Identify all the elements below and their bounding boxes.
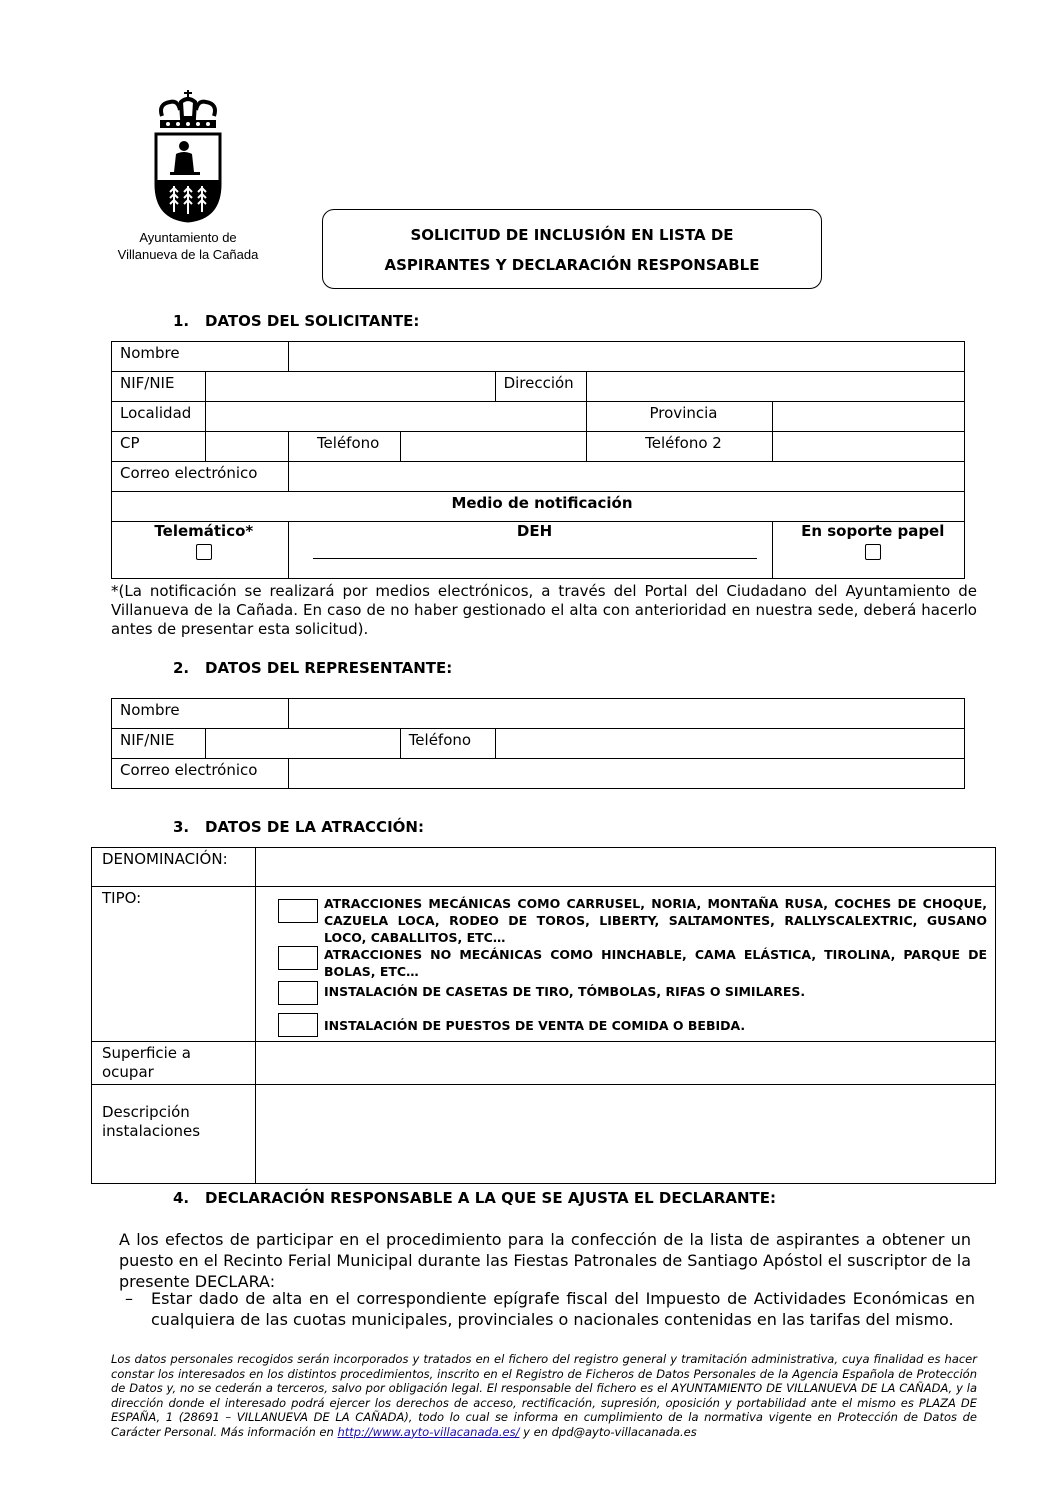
input-rep-correo[interactable] — [288, 759, 964, 789]
label-telefono2: Teléfono 2 — [586, 432, 773, 462]
input-superficie[interactable] — [255, 1042, 995, 1085]
input-localidad[interactable] — [205, 402, 586, 432]
label-direccion: Dirección — [495, 372, 586, 402]
checkbox-comida[interactable] — [278, 1013, 318, 1037]
attraction-table — [91, 847, 996, 1184]
label-telematico: Telemático* — [154, 522, 254, 540]
input-provincia[interactable] — [773, 402, 965, 432]
tipo-option-casetas — [278, 983, 987, 1000]
representative-table — [111, 698, 965, 789]
declaration-intro: A los efectos de participar en el procedimiento para la confección de la lista de aspirantes a obtener un puesto en el Recinto Ferial Municipal durante las Fiestas Patronales de Santiago Apóstol el suscriptor de la presente DECLARA: — [119, 1230, 971, 1291]
option-papel — [773, 522, 965, 579]
section-4-heading — [173, 1189, 776, 1207]
section-1-heading — [173, 312, 419, 330]
input-direccion[interactable] — [586, 372, 964, 402]
input-rep-nif[interactable] — [205, 729, 400, 759]
list-dash: – — [125, 1289, 133, 1308]
form-title-line1: SOLICITUD DE INCLUSIÓN EN LISTA DE — [410, 226, 734, 244]
label-superficie: Superficie a ocupar — [92, 1042, 256, 1085]
org-name-line1: Ayuntamiento de — [139, 230, 237, 245]
input-correo[interactable] — [288, 462, 964, 492]
declaration-item-text: Estar dado de alta en el correspondiente epígrafe fiscal del Impuesto de Actividades Económicas en cualquiera de las cuotas municipales, provinciales o nacionales contenidas en las tarifas del mismo. — [151, 1289, 975, 1329]
label-no-mecanicas: ATRACCIONES NO MECÁNICAS COMO HINCHABLE, CAMA ELÁSTICA, TIROLINA, PARQUE DE BOLAS, ETC… — [323, 947, 987, 979]
declaration-item-1 — [119, 1288, 975, 1330]
option-deh — [288, 522, 773, 579]
input-cp[interactable] — [205, 432, 288, 462]
privacy-notice — [111, 1352, 977, 1439]
label-denominacion: DENOMINACIÓN: — [92, 848, 256, 887]
input-denominacion[interactable] — [255, 848, 995, 887]
tipo-option-comida — [278, 1017, 987, 1034]
notification-note: *(La notificación se realizará por medios electrónicos, a través del Portal del Ciudadano del Ayuntamiento de Villanueva de la Cañada. En caso de no haber gestionado el alta con anterioridad en nuestra sede, deberá hacerlo antes de presentar esta solicitud). — [111, 582, 977, 638]
form-title-line2: ASPIRANTES Y DECLARACIÓN RESPONSABLE — [384, 256, 760, 274]
input-telefono[interactable] — [400, 432, 586, 462]
label-nif: NIF/NIE — [112, 372, 206, 402]
form-title-box — [322, 209, 822, 289]
coat-of-arms-icon — [148, 88, 228, 223]
label-provincia: Provincia — [586, 402, 773, 432]
option-telematico — [112, 522, 289, 579]
section-2-heading — [173, 659, 452, 677]
section-title: DATOS DE LA ATRACCIÓN: — [205, 818, 424, 836]
label-descripcion: Descripción instalaciones — [92, 1085, 256, 1184]
tipo-option-mecanicas — [278, 895, 987, 946]
checkbox-papel[interactable] — [865, 544, 881, 560]
input-descripcion[interactable] — [255, 1085, 995, 1184]
label-deh: DEH — [516, 522, 553, 540]
input-telefono2[interactable] — [773, 432, 965, 462]
label-rep-correo: Correo electrónico — [112, 759, 289, 789]
label-mecanicas: ATRACCIONES MECÁNICAS COMO CARRUSEL, NORIA, MONTAÑA RUSA, COCHES DE CHOQUE, CAZUELA LOCA, RODEO DE TOROS, LIBERTY, SALTAMONTES, RALLYSCALEXTRIC, GUSANO LOCO, CABALLITOS, ETC… — [323, 896, 987, 945]
label-localidad: Localidad — [112, 402, 206, 432]
input-nombre[interactable] — [288, 342, 964, 372]
tipo-options — [255, 887, 995, 1042]
section-number: 3. — [173, 818, 190, 836]
municipal-logo — [108, 88, 268, 263]
label-nombre: Nombre — [112, 342, 289, 372]
label-casetas: INSTALACIÓN DE CASETAS DE TIRO, TÓMBOLAS, RIFAS O SIMILARES. — [323, 984, 806, 999]
org-name-line2: Villanueva de la Cañada — [117, 247, 259, 262]
label-papel: En soporte papel — [801, 522, 945, 540]
tipo-option-no-mecanicas — [278, 946, 987, 980]
input-nif[interactable] — [205, 372, 495, 402]
label-tipo: TIPO: — [92, 887, 256, 1042]
section-title: DECLARACIÓN RESPONSABLE A LA QUE SE AJUSTA EL DECLARANTE: — [205, 1189, 776, 1207]
label-rep-nombre: Nombre — [112, 699, 289, 729]
checkbox-telematico[interactable] — [196, 544, 212, 560]
section-number: 2. — [173, 659, 190, 677]
privacy-text-end: y en dpd@ayto-villacanada.es — [519, 1424, 697, 1439]
label-correo: Correo electrónico — [112, 462, 289, 492]
checkbox-mecanicas[interactable] — [278, 899, 318, 923]
label-telefono: Teléfono — [288, 432, 400, 462]
section-number: 1. — [173, 312, 190, 330]
section-title: DATOS DEL REPRESENTANTE: — [205, 659, 453, 677]
section-3-heading — [173, 818, 424, 836]
privacy-text: Los datos personales recogidos serán incorporados y tratados en el fichero del registro general y tramitación administrativa, cuya finalidad es hacer constar los interesados en los distintos procedimientos, inscrito en el Registro de Ficheros de Datos Personales de la Agencia Española de Protección de Datos y, no se cederán a terceros, salvo por obligación legal. El responsable del fichero es el AYUNTAMIENTO DE VILLANUEVA DE LA CAÑADA, y la dirección donde el interesado podrá ejercer los derechos de acceso, rectificación, supresión, oposición y portabilidad ante el mismo es PLAZA DE ESPAÑA, 1 (28691 – VILLANUEVA DE LA CAÑADA), todo lo cual se informa en cumplimiento de la normativa vigente en Protección de Datos de Carácter Personal. Más información en — [111, 1352, 977, 1439]
label-rep-nif: NIF/NIE — [112, 729, 206, 759]
label-medio-notificacion: Medio de notificación — [112, 492, 965, 522]
section-number: 4. — [173, 1189, 190, 1207]
section-title: DATOS DEL SOLICITANTE: — [205, 312, 420, 330]
input-rep-nombre[interactable] — [288, 699, 964, 729]
applicant-table — [111, 341, 965, 579]
checkbox-casetas[interactable] — [278, 981, 318, 1005]
checkbox-no-mecanicas[interactable] — [278, 946, 318, 970]
label-cp: CP — [112, 432, 206, 462]
input-rep-telefono[interactable] — [495, 729, 964, 759]
deh-input-line[interactable] — [313, 558, 757, 559]
label-rep-telefono: Teléfono — [400, 729, 495, 759]
label-comida: INSTALACIÓN DE PUESTOS DE VENTA DE COMIDA O BEBIDA. — [323, 1018, 746, 1033]
website-link[interactable]: http://www.ayto-villacanada.es/ — [337, 1424, 520, 1439]
